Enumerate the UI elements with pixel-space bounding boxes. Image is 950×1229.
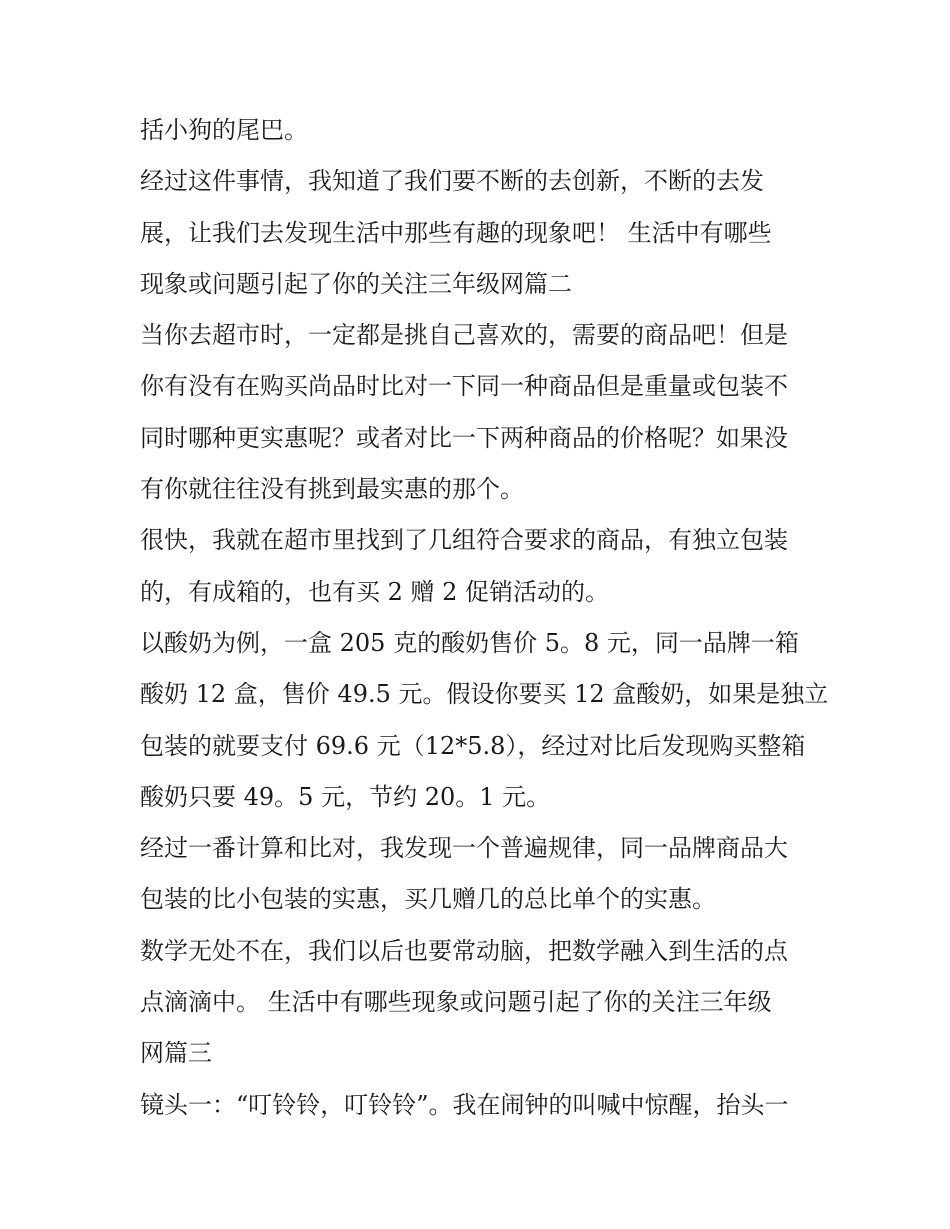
text-line: 当你去超市时，一定都是挑自己喜欢的，需要的商品吧！但是 bbox=[140, 321, 788, 350]
text-line: 你有没有在购买尚品时比对一下同一种商品但是重量或包装不 bbox=[140, 372, 788, 401]
text-line: 点滴滴中。 生活中有哪些现象或问题引起了你的关注三年级 bbox=[140, 988, 772, 1017]
text-line: 包装的就要支付 69.6 元（12*5.8），经过对比后发现购买整箱 bbox=[140, 731, 806, 760]
text-line: 镜头一：“叮铃铃，叮铃铃”。我在闹钟的叫喊中惊醒，抬头一 bbox=[140, 1090, 789, 1119]
text-line: 酸奶 12 盒，售价 49.5 元。假设你要买 12 盒酸奶，如果是独立 bbox=[140, 680, 829, 709]
text-line: 展，让我们去发现生活中那些有趣的现象吧！ 生活中有哪些 bbox=[140, 218, 772, 247]
text-line: 数学无处不在，我们以后也要常动脑，把数学融入到生活的点 bbox=[140, 936, 788, 965]
text-line: 的，有成箱的，也有买 2 赠 2 促销活动的。 bbox=[140, 577, 610, 606]
text-line: 经过这件事情，我知道了我们要不断的去创新，不断的去发 bbox=[140, 167, 764, 196]
text-line: 同时哪种更实惠呢？或者对比一下两种商品的价格呢？如果没 bbox=[140, 423, 788, 452]
body-text bbox=[140, 105, 829, 1131]
text-line: 以酸奶为例，一盒 205 克的酸奶售价 5。8 元，同一品牌一箱 bbox=[140, 628, 799, 657]
text-line: 经过一番计算和比对，我发现一个普遍规律，同一品牌商品大 bbox=[140, 834, 788, 863]
text-line: 现象或问题引起了你的关注三年级网篇二 bbox=[140, 269, 572, 298]
text-line: 包装的比小包装的实惠，买几赠几的总比单个的实惠。 bbox=[140, 885, 716, 914]
text-line: 括小狗的尾巴。 bbox=[140, 116, 308, 144]
text-line: 酸奶只要 49。5 元，节约 20。1 元。 bbox=[140, 782, 551, 811]
text-line: 网篇三 bbox=[140, 1039, 212, 1068]
text-line: 很快，我就在超市里找到了几组符合要求的商品，有独立包装 bbox=[140, 526, 788, 555]
text-line: 有你就往往没有挑到最实惠的那个。 bbox=[140, 475, 524, 504]
